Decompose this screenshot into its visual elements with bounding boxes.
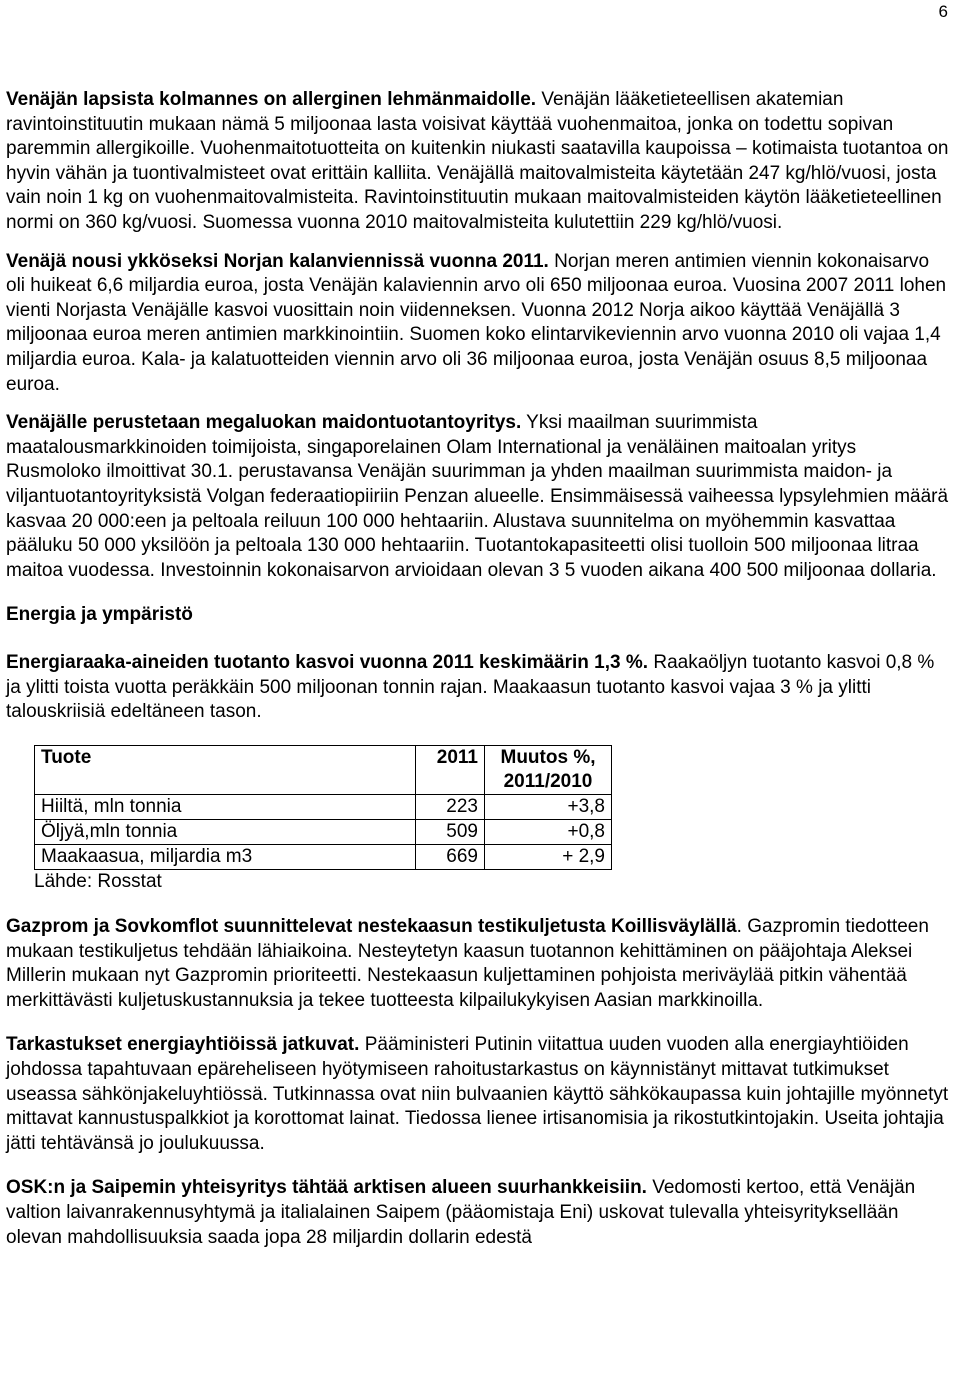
table-cell: 223 [416, 795, 485, 820]
table-row [35, 845, 612, 870]
table-header: Tuote [35, 746, 416, 795]
paragraph-norway-fish [6, 250, 951, 398]
paragraph-goat-milk [6, 88, 951, 236]
document-body [6, 88, 951, 1264]
energy-production-table [34, 745, 612, 870]
paragraph-lead: Energiaraaka-aineiden tuotanto kasvoi vuonna 2011 keskimäärin 1,3 %. [6, 652, 649, 674]
paragraph-body: Norjan meren antimien viennin kokonaisarvo oli huikeat 6,6 miljardia euroa, josta Venäjän kalaviennin arvo oli 650 miljoonaa euroa. Vuosina 2007 2011 lohen vienti Norjasta Venäjälle kasvoi vuosittain noin viidenneksen. Vuonna 2012 Norja aikoo käyttää Venäjällä 3 miljoonaa euroa meren antimien markkinointiin. Suomen koko elintarvikeviennin arvo vuonna 2010 oli vajaa 1,4 miljardia euroa. Kala- ja kalatuotteiden viennin arvo oli 36 miljoonaa euroa, josta Venäjän osuus 8,5 miljoonaa euroa. [6, 250, 947, 395]
table-header: 2011 [416, 746, 485, 795]
paragraph-energy-inspections [6, 1033, 951, 1156]
paragraph-body: Yksi maailman suurimmista maatalousmarkkinoiden toimijoista, singaporelainen Olam International ja venäläinen maitoalan yritys Rusmoloko ilmoittivat 30.1. perustavansa Venäjän suurimman ja yhden maailman suurimmista maidon- ja viljantuotantoyrityksistä Volgan federaatiopiiriin Penzan alueelle. Ensimmäisessä vaiheessa lypsylehmien määrä kasvaa 20 000:een ja peltoala reiluun 100 000 hehtaariin. Alustava suunnitelma on myöhemmin kasvattaa pääluku 50 000 yksilöön ja peltoala 130 000 hehtaariin. Tuotantokapasiteetti olisi tuolloin 500 miljoonaa litraa maitoa vuodessa. Investoinnin kokonaisarvon arvioidaan olevan 3 5 vuoden aikana 400 500 miljoonaa dollaria. [6, 412, 949, 581]
table-cell: 509 [416, 820, 485, 845]
table-source: Lähde: Rosstat [34, 871, 162, 893]
table-cell: +3,8 [485, 795, 612, 820]
table-cell: +0,8 [485, 820, 612, 845]
paragraph-osk-saipem [6, 1176, 951, 1250]
paragraph-lead: Gazprom ja Sovkomflot suunnittelevat nestekaasun testikuljetusta Koillisväylällä [6, 916, 737, 938]
paragraph-dairy-company [6, 411, 951, 583]
paragraph-body: Raakaöljyn tuotanto kasvoi 0,8 % ja ylitti toista vuotta peräkkäin 500 miljoonan tonnin rajan. Maakaasun tuotanto kasvoi vajaa 3 % ja ylitti talouskriisiä edeltäneen tason. [6, 652, 935, 723]
table-cell: + 2,9 [485, 845, 612, 870]
paragraph-lead: Tarkastukset energiayhtiöissä jatkuvat. [6, 1034, 360, 1056]
table-cell: Öljyä,mln tonnia [35, 820, 416, 845]
paragraph-body: . Gazpromin tiedotteen mukaan testikuljetus tehdään lähiaikoina. Nesteytetyn kaasun tuotannon kehittäminen on pääjohtaja Aleksei Millerin mukaan nyt Gazpromin prioriteetti. Nestekaasun kuljettaminen pohjoista meriväylää pitkin vähentää merkittävästi kuljetuskustannuksia ja tekee tuotteesta kilpailukykyisen Aasian markkinoilla. [6, 916, 929, 1011]
table-row [35, 820, 612, 845]
paragraph-body: Venäjän lääketieteellisen akatemian ravintoinstituutin mukaan nämä 5 miljoonaa lasta voisivat käyttää vuohenmaitoa, jonka on todettu sopivan paremmin allergikoille. Vuohenmaitotuotteita on kuitenkin niukasti saatavilla kaupoissa – kotimaista tuotantoa on hyvin vähän ja tuontivalmisteet ovat erittäin kalliita. Venäjällä maitovalmisteita käytetään 247 kg/hlö/vuosi, josta vain noin 1 kg on vuohenmaitovalmisteita. Ravintoinstituutin mukaan maitovalmisteiden käytön lääketieteellinen normi on 360 kg/vuosi. Suomessa vuonna 2010 maitovalmisteita kulutettiin 229 kg/hlö/vuosi. [6, 89, 949, 233]
paragraph-lead: Venäjä nousi ykköseksi Norjan kalanviennissä vuonna 2011. [6, 250, 549, 272]
paragraph-body: Vedomosti kertoo, että Venäjän valtion laivanrakennusyhtymä ja italialainen Saipem (pääomistaja Eni) uskovat tulevalla yhteisyrityksellään olevan mahdollisuuksia saada jopa 28 miljardin dollarin edestä [6, 1177, 916, 1248]
paragraph-body: Pääministeri Putinin viitattua uuden vuoden alla energiayhtiöiden johdossa tapahtuvaan epäreheliseen hyötymiseen rahoitustarkastus on käynnistänyt mittavat tutkimukset useassa sähkönjakeluyhtiössä. Tutkinnassa ovat niin bulvaanien käyttö sähkökaupassa kuin johtajille myönnetyt mittavat kannustuspalkkiot ja korottomat lainat. Tiedossa lienee irtisanomisia ja rikostutkintojakin. Useita johtajia jätti tehtävänsä jo joulukuussa. [6, 1034, 949, 1154]
paragraph-energy-production [6, 651, 951, 725]
table-cell: Hiiltä, mln tonnia [35, 795, 416, 820]
section-heading: Energia ja ympäristö [6, 604, 193, 626]
paragraph-lead: OSK:n ja Saipemin yhteisyritys tähtää arktisen alueen suurhankkeisiin. [6, 1177, 647, 1199]
table-header: Muutos %, 2011/2010 [485, 746, 612, 795]
table-header-row [35, 746, 612, 795]
paragraph-lead: Venäjälle perustetaan megaluokan maidontuotantoyritys. [6, 412, 522, 434]
table-cell: Maakaasua, miljardia m3 [35, 845, 416, 870]
table-cell: 669 [416, 845, 485, 870]
paragraph-gazprom-lng [6, 915, 951, 1013]
table-row [35, 795, 612, 820]
page-number: 6 [938, 2, 948, 21]
paragraph-lead: Venäjän lapsista kolmannes on allerginen lehmänmaidolle. [6, 89, 537, 110]
